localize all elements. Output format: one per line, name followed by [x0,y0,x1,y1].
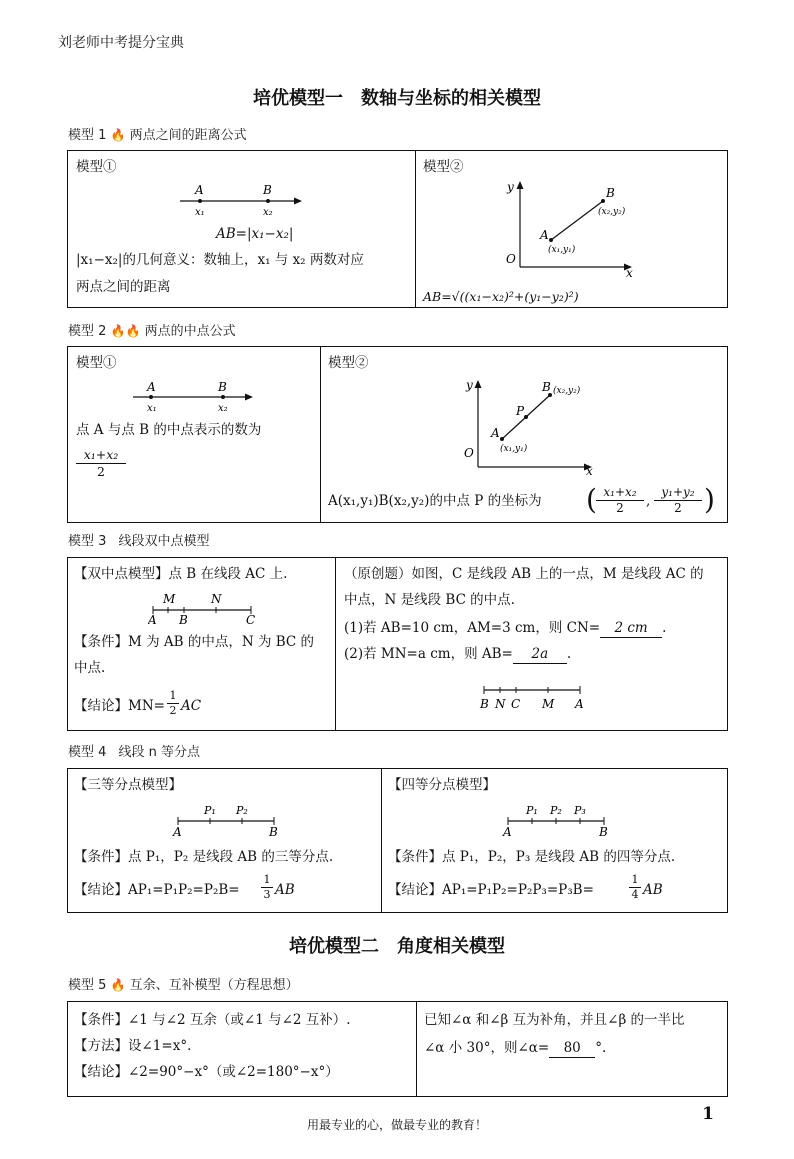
coordinate-diagram [460,377,600,477]
tick-a-label: x₁ [147,403,157,414]
fraction-numerator: 1 [261,873,273,888]
model1-label-row [68,124,247,143]
quadrisection-diagram [500,799,610,839]
point-b-label: B [606,186,615,200]
trisection-fraction [261,873,273,902]
point-b-label: B [218,380,227,394]
point-p1-label: P₁ [526,804,538,817]
fraction-numerator: x₁+x₂ [76,447,126,464]
point-a-label: A [148,613,157,626]
origin-label: O [464,446,474,460]
number-line-diagram [123,375,263,417]
angle-problem-end: °. [595,1040,607,1056]
fraction-denominator: 2 [616,501,624,515]
point-p-label: P [516,404,525,418]
complement-method: 【方法】设∠1=x°. [74,1038,192,1054]
point-b-label: B [269,825,278,839]
coord-a-label: (x₁,y₁) [500,444,528,454]
x-axis-label: x [586,464,593,477]
midpoint-coordinate-text: A(x₁,y₁)B(x₂,y₂)的中点 P 的坐标为 [328,493,542,509]
fraction-denominator: 4 [631,887,639,901]
tick-b-label: x₂ [218,403,228,414]
angle-answer: 80 [549,1040,595,1058]
question-2-answer: 2a [513,646,567,664]
quadrisection-title: 【四等分点模型】 [388,777,496,793]
midpoint-fraction [76,447,126,479]
model2-label-row [68,320,236,339]
point-p3-label: P₃ [574,804,586,817]
section-title-2: 培优模型二 角度相关模型 [289,936,505,957]
flame-icon: 🔥 [110,128,126,142]
model5-label-row [68,974,299,993]
page-number: 1 [702,1104,714,1124]
coord-b-label: (x₂,y₂) [553,386,581,396]
model5-box [67,1001,728,1097]
page-header: 刘老师中考提分宝典 [58,35,184,51]
condition-line1: 【条件】M 为 AB 的中点，N 为 BC 的 [74,634,315,650]
tick-a-label: x₁ [195,207,205,218]
midpoint-text: 点 A 与点 B 的中点表示的数为 [76,422,262,438]
question-1-answer: 2 cm [600,620,662,638]
point-a-label: A [503,825,512,839]
point-a-label: A [147,380,156,394]
model3-label-row [68,530,210,549]
tick-b-label: x₂ [263,207,273,218]
model3-box [67,557,728,731]
complement-conclusion: 【结论】∠2=90°−x°（或∠2=180°−x°） [74,1064,339,1080]
fraction-numerator: y₁+y₂ [654,485,702,501]
model2-box [67,346,728,523]
point-b-label: B [599,825,608,839]
origin-label: O [506,252,516,266]
point-p2-label: P₂ [236,804,248,817]
page-footer: 用最专业的心，做最专业的教育！ [306,1118,487,1132]
question-1 [344,620,666,638]
point-b-label: B [480,697,489,711]
y-axis-label: y [507,180,514,194]
model1-right-title: 模型② [423,159,464,175]
quadrisection-conclusion-suffix: AB [643,882,663,898]
section-title-1: 培优模型一 数轴与坐标的相关模型 [253,88,541,109]
model-name: 互余、互补模型（方程思想） [129,978,299,993]
quadrisection-condition: 【条件】点 P₁，P₂，P₃ 是线段 AB 的四等分点. [388,849,676,865]
question-1-end: . [662,620,667,636]
coord-a-label: (x₁,y₁) [548,245,576,255]
trisection-diagram [170,799,280,839]
model2-right-title: 模型② [328,355,369,371]
fraction-numerator: 1 [629,873,641,888]
point-c-label: C [511,697,521,711]
trisection-condition: 【条件】点 P₁，P₂ 是线段 AB 的三等分点. [74,849,334,865]
angle-problem-line2 [424,1040,606,1058]
point-b-label: B [179,613,188,626]
model-name: 线段双中点模型 [118,534,210,549]
question-2 [344,646,571,664]
quadrisection-conclusion-prefix: 【结论】AP₁=P₁P₂=P₂P₃=P₃B= [388,882,594,898]
model1-box [67,150,728,308]
flame-icon: 🔥 [110,324,126,338]
conclusion-fraction [167,689,179,718]
point-b-label: B [542,380,551,394]
point-n-label: N [211,592,222,606]
question-2-text: (2)若 MN=a cm，则 AB= [344,646,513,662]
point-c-label: C [246,613,256,626]
conclusion-prefix: 【结论】MN= [74,698,165,714]
quadrisection-fraction [629,873,641,902]
point-p1-label: P₁ [204,804,216,817]
fraction-y [654,485,702,516]
trisection-conclusion-prefix: 【结论】AP₁=P₁P₂=P₂B= [74,882,240,898]
question-1-text: (1)若 AB=10 cm，AM=3 cm，则 CN= [344,620,601,636]
model-number: 模型 2 [68,324,107,339]
point-n-label: N [495,697,506,711]
model1-left-title: 模型① [76,159,117,175]
right-paren: ) [704,483,715,516]
point-m-label: M [542,697,555,711]
point-a-label: A [575,697,584,711]
problem-line1: （原创题）如图，C 是线段 AB 上的一点，M 是线段 AC 的 [344,566,704,582]
fraction-denominator: 2 [674,501,682,515]
question-2-end: . [566,646,572,662]
model-number: 模型 5 [68,978,107,993]
model-number: 模型 1 [68,128,107,143]
comma: , [646,493,651,509]
problem-line2: 中点，N 是线段 BC 的中点. [344,592,515,608]
point-p2-label: P₂ [550,804,562,817]
conclusion-suffix: AC [181,698,202,714]
model4-box [67,768,728,913]
coordinate-diagram [498,179,638,277]
flame-icon: 🔥 [110,978,126,992]
point-a-label: A [173,825,182,839]
model4-label-row [68,741,200,760]
model2-left-title: 模型① [76,355,117,371]
distance-formula: AB=|x₁−x₂| [216,226,294,242]
angle-problem-text: ∠α 小 30°，则∠α= [424,1040,550,1056]
condition-line2: 中点. [74,660,106,676]
x-axis-label: x [626,266,633,277]
model-number: 模型 4 [68,745,107,760]
coord-b-label: (x₂,y₂) [598,207,626,217]
distance-formula-2d: AB=√((x₁−x₂)²+(y₁−y₂)²) [423,289,579,304]
point-a-label: A [195,183,204,197]
segment-diagram [148,586,258,626]
point-a-label: A [491,426,500,440]
fraction-numerator: 1 [167,689,179,704]
double-midpoint-title: 【双中点模型】点 B 在线段 AC 上. [74,566,288,582]
model-number: 模型 3 [68,534,107,549]
trisection-conclusion-suffix: AB [275,882,295,898]
fraction-numerator: x₁+x₂ [596,485,644,501]
flame-icon: 🔥 [125,324,141,338]
left-paren: ( [586,483,597,516]
point-b-label: B [263,183,272,197]
complement-condition: 【条件】∠1 与∠2 互余（或∠1 与∠2 互补）. [74,1012,351,1028]
point-a-label: A [540,228,549,242]
number-line-diagram [168,177,308,221]
point-m-label: M [163,592,176,606]
fraction-denominator: 2 [169,703,177,717]
model-name: 两点的中点公式 [144,324,236,339]
model-name: 线段 n 等分点 [118,745,201,760]
fraction-denominator: 2 [97,463,105,479]
segment-diagram-2 [476,680,586,714]
angle-problem-line1: 已知∠α 和∠β 互为补角，并且∠β 的一半比 [424,1012,685,1028]
geometric-meaning-line2: 两点之间的距离 [76,279,171,295]
y-axis-label: y [466,378,473,392]
fraction-x [596,485,644,516]
fraction-denominator: 3 [263,887,271,901]
geometric-meaning-line1: |x₁−x₂|的几何意义：数轴上，x₁ 与 x₂ 两数对应 [76,252,364,268]
model-name: 两点之间的距离公式 [129,128,247,143]
trisection-title: 【三等分点模型】 [74,777,182,793]
